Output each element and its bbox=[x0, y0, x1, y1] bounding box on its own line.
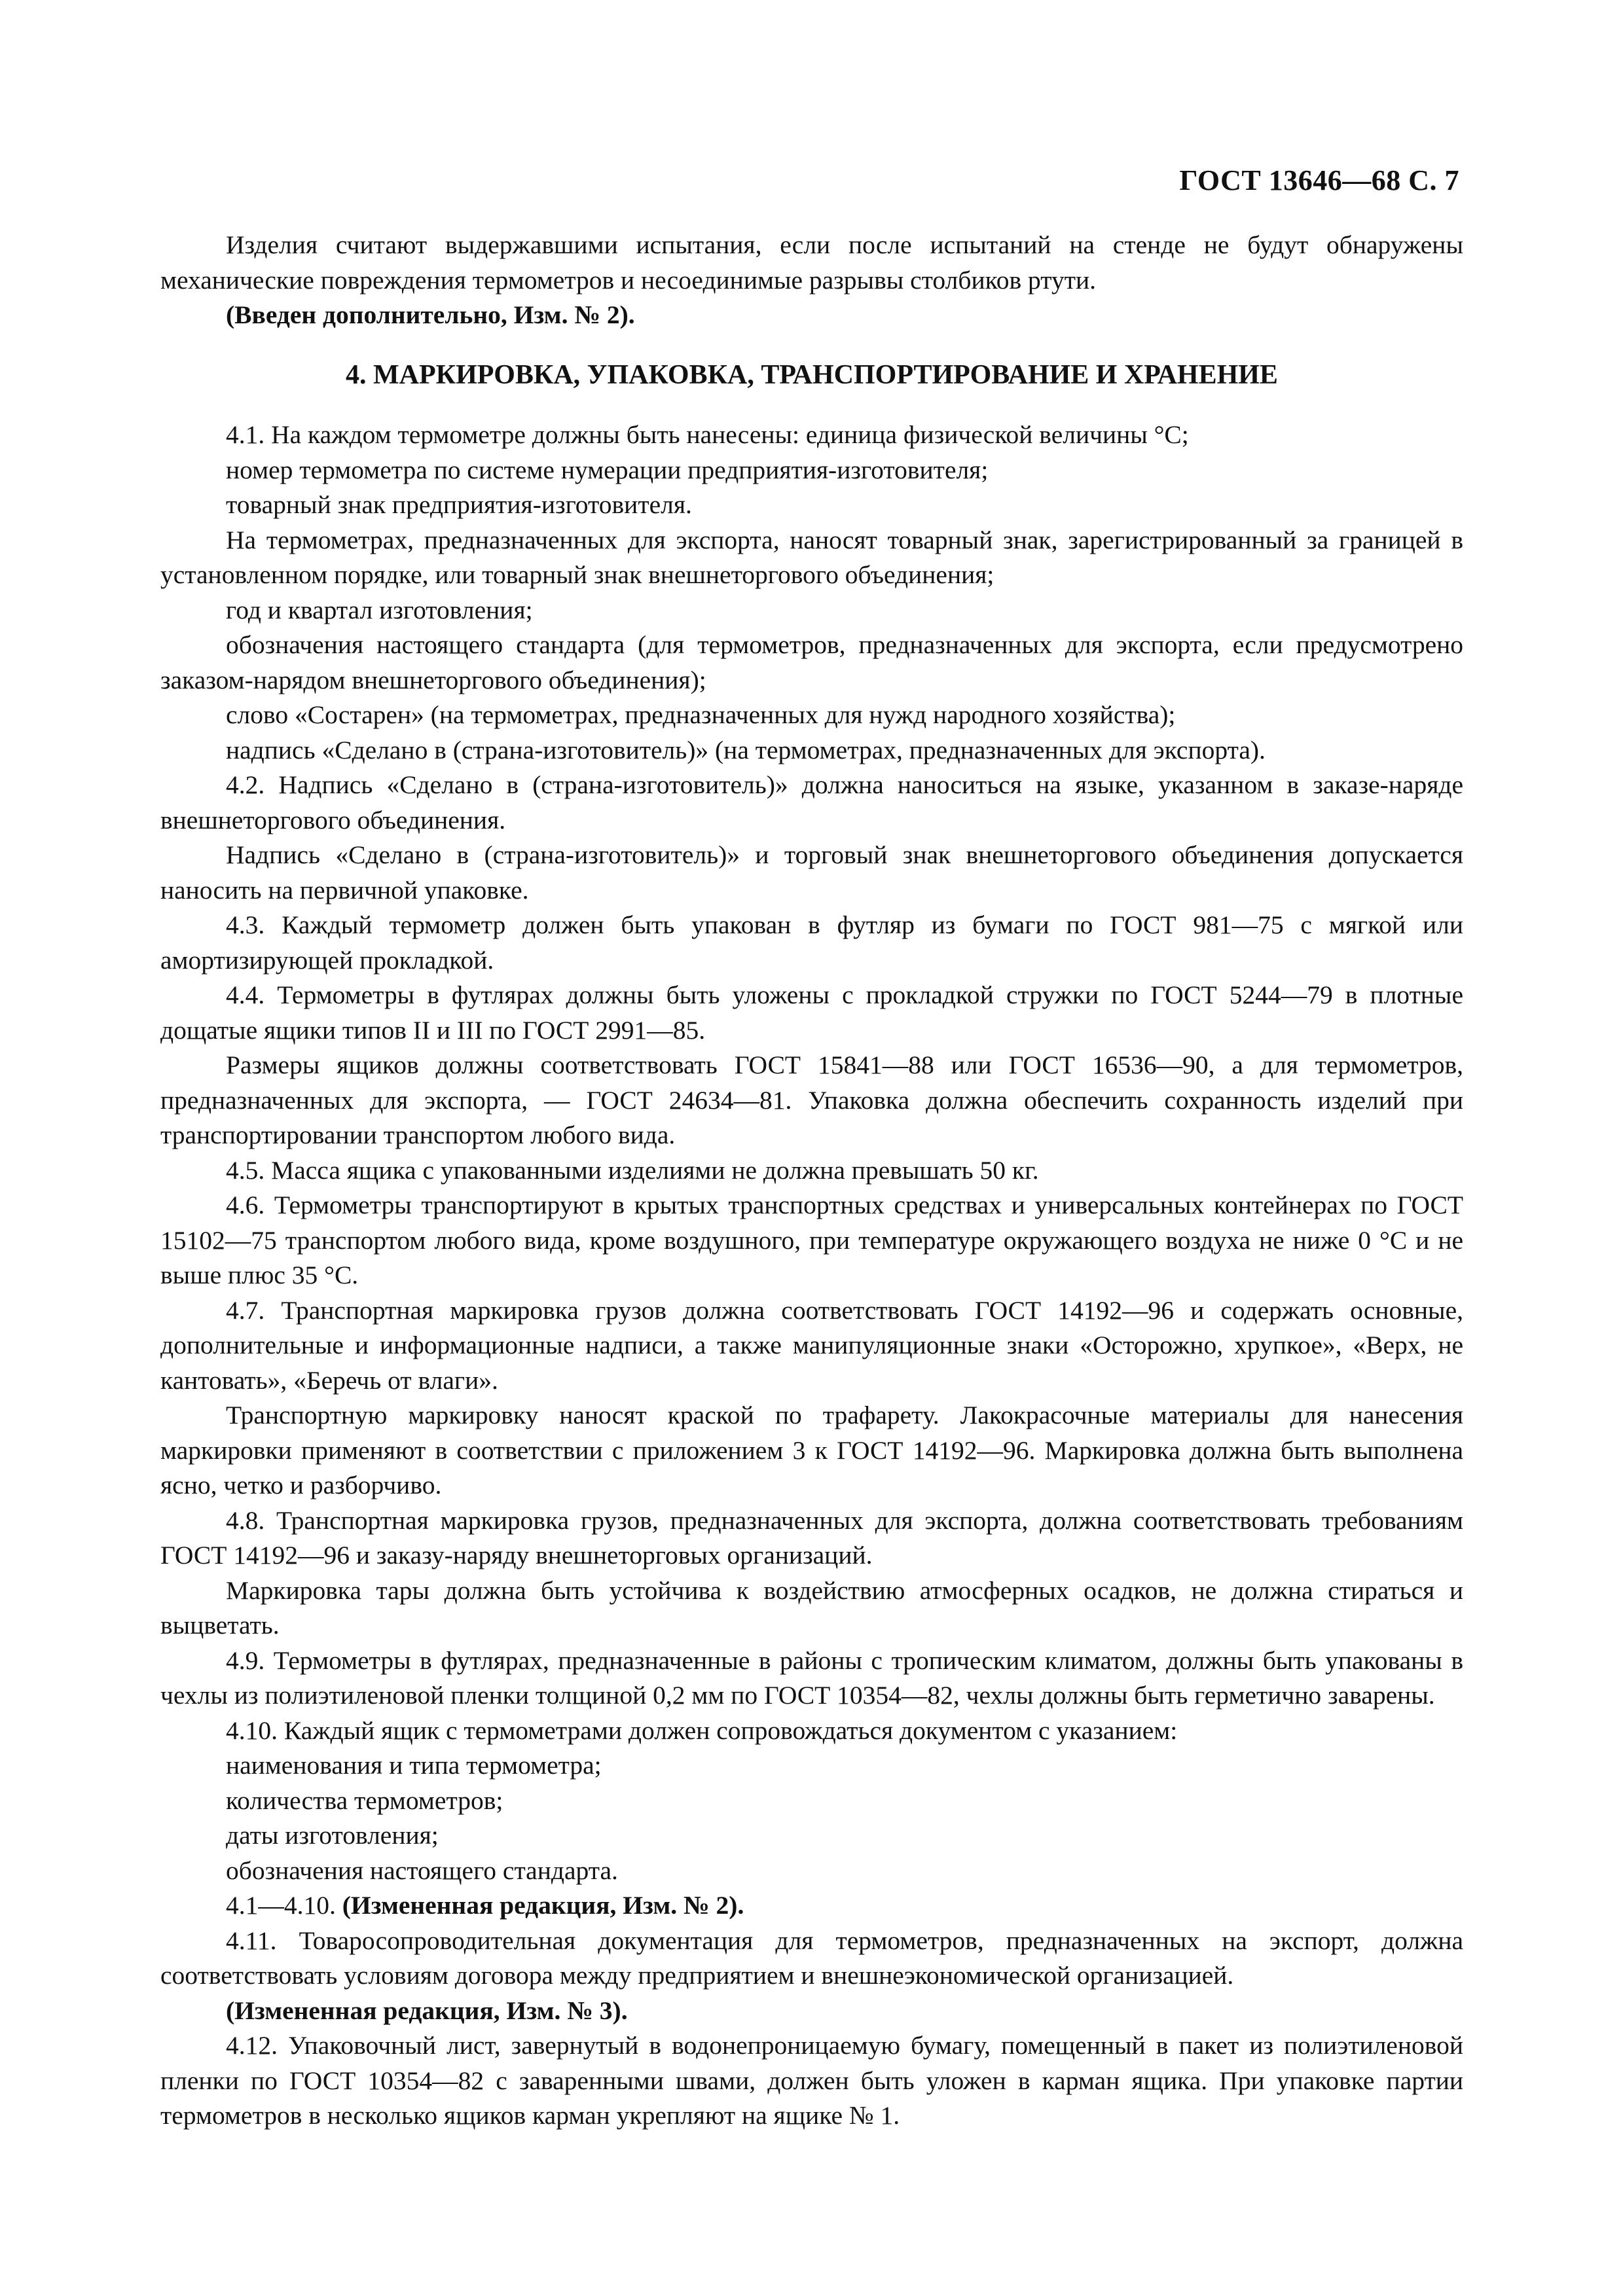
body-paragraph: обозначения настоящего стандарта (для термометров, предназначенных для экспорта, если предусмотрено заказом-нарядом внешнеторгового объединения); bbox=[160, 630, 1463, 694]
section-title: 4. МАРКИРОВКА, УПАКОВКА, ТРАНСПОРТИРОВАНИЕ И ХРАНЕНИЕ bbox=[346, 359, 1278, 390]
body-paragraph: даты изготовления; bbox=[226, 1821, 439, 1850]
body-paragraph: 4.8. Транспортная маркировка грузов, предназначенных для экспорта, должна соответствовать требованиям ГОСТ 14192—96 и заказу-наряду внешнеторговых организаций. bbox=[160, 1505, 1463, 1570]
body-paragraph: 4.10. Каждый ящик с термометрами должен сопровождаться документом с указанием: bbox=[226, 1715, 1178, 1745]
body-paragraph: Маркировка тары должна быть устойчива к воздействию атмосферных осадков, не должна стираться и выцветать. bbox=[160, 1575, 1463, 1640]
body-paragraph: количества термометров; bbox=[226, 1785, 503, 1815]
body-paragraph: 4.3. Каждый термометр должен быть упакован в футляр из бумаги по ГОСТ 981—75 с мягкой или амортизирующей прокладкой. bbox=[160, 910, 1463, 975]
amendment-note: (Измененная редакция, Изм. № 2). bbox=[342, 1891, 744, 1920]
body-paragraph: 4.2. Надпись «Сделано в (страна-изготовитель)» должна наноситься на языке, указанном в заказе-наряде внешнеторгового объединения. bbox=[160, 770, 1463, 834]
body-paragraph: номер термометра по системе нумерации предприятия-изготовителя; bbox=[226, 455, 989, 484]
amendment-note-3: (Измененная редакция, Изм. № 3). bbox=[226, 1996, 628, 2025]
body-paragraph: наименования и типа термометра; bbox=[226, 1751, 602, 1780]
body-paragraph: товарный знак предприятия-изготовителя. bbox=[226, 490, 692, 519]
document-body bbox=[160, 228, 1463, 2134]
intro-note: (Введен дополнительно, Изм. № 2). bbox=[226, 300, 635, 329]
body-paragraph: надпись «Сделано в (страна-изготовитель)» (на термометрах, предназначенных для экспорта). bbox=[226, 735, 1266, 764]
body-paragraph: обозначения настоящего стандарта. bbox=[226, 1856, 618, 1885]
body-paragraph: год и квартал изготовления; bbox=[226, 595, 533, 624]
body-paragraph: 4.5. Масса ящика с упакованными изделиями не должна превышать 50 кг. bbox=[226, 1155, 1039, 1185]
body-paragraph: 4.7. Транспортная маркировка грузов должна соответствовать ГОСТ 14192—96 и содержать основные, дополнительные и информационные надписи, а также манипуляционные знаки «Осторожно, хрупкое», «Верх, не кантовать», «Беречь от влаги». bbox=[160, 1295, 1463, 1395]
amendment-paragraph bbox=[160, 1888, 1463, 1924]
body-paragraph: 4.9. Термометры в футлярах, предназначенные в районы с тропическим климатом, должны быть упакованы в чехлы из полиэтиленовой пленки толщиной 0,2 мм по ГОСТ 10354—82, чехлы должны быть герметично заварены. bbox=[160, 1645, 1463, 1710]
body-paragraph: На термометрах, предназначенных для экспорта, наносят товарный знак, зарегистрированный за границей в установленном порядке, или товарный знак внешнеторгового объединения; bbox=[160, 525, 1463, 589]
body-paragraph: Надпись «Сделано в (страна-изготовитель)» и торговый знак внешнеторгового объединения допускается наносить на первичной упаковке. bbox=[160, 840, 1463, 905]
paragraph-4-12: 4.12. Упаковочный лист, завернутый в водонепроницаемую бумагу, помещенный в пакет из полиэтиленовой пленки по ГОСТ 10354—82 с заваренными швами, должен быть уложен в карман ящика. При упаковке партии термометров в несколько ящиков карман укрепляют на ящике № 1. bbox=[160, 2031, 1463, 2130]
page-header: ГОСТ 13646—68 С. 7 bbox=[1179, 164, 1459, 196]
paragraph-list bbox=[160, 418, 1463, 1888]
body-paragraph: Размеры ящиков должны соответствовать ГОСТ 15841—88 или ГОСТ 16536—90, а для термометров, предназначенных для экспорта, — ГОСТ 24634—81. Упаковка должна обеспечить сохранность изделий при транспортировании транспортом любого вида. bbox=[160, 1050, 1463, 1149]
body-paragraph: 4.1. На каждом термометре должны быть нанесены: единица физической величины °С; bbox=[226, 420, 1189, 449]
intro-paragraph: Изделия считают выдержавшими испытания, если после испытаний на стенде не будут обнаружены механические повреждения термометров и несоединимые разрывы столбиков ртути. bbox=[160, 230, 1463, 295]
body-paragraph: слово «Состарен» (на термометрах, предназначенных для нужд народного хозяйства); bbox=[226, 700, 1176, 729]
body-paragraph: 4.4. Термометры в футлярах должны быть уложены с прокладкой стружки по ГОСТ 5244—79 в плотные дощатые ящики типов II и III по ГОСТ 2991—85. bbox=[160, 980, 1463, 1045]
paragraph-4-11: 4.11. Товаросопроводительная документация для термометров, предназначенных на экспорт, должна соответствовать условиям договора между предприятием и внешнеэкономической организацией. bbox=[160, 1926, 1463, 1990]
body-paragraph: Транспортную маркировку наносят краской по трафарету. Лакокрасочные материалы для нанесения маркировки применяют в соответствии с приложением 3 к ГОСТ 14192—96. Маркировка должна быть выполнена ясно, четко и разборчиво. bbox=[160, 1401, 1463, 1499]
body-paragraph: 4.6. Термометры транспортируют в крытых транспортных средствах и универсальных контейнерах по ГОСТ 15102—75 транспортом любого вида, кроме воздушного, при температуре окружающего воздуха не ниже 0 °С и не выше плюс 35 °С. bbox=[160, 1191, 1463, 1289]
amendment-prefix: 4.1—4.10. bbox=[226, 1891, 342, 1920]
